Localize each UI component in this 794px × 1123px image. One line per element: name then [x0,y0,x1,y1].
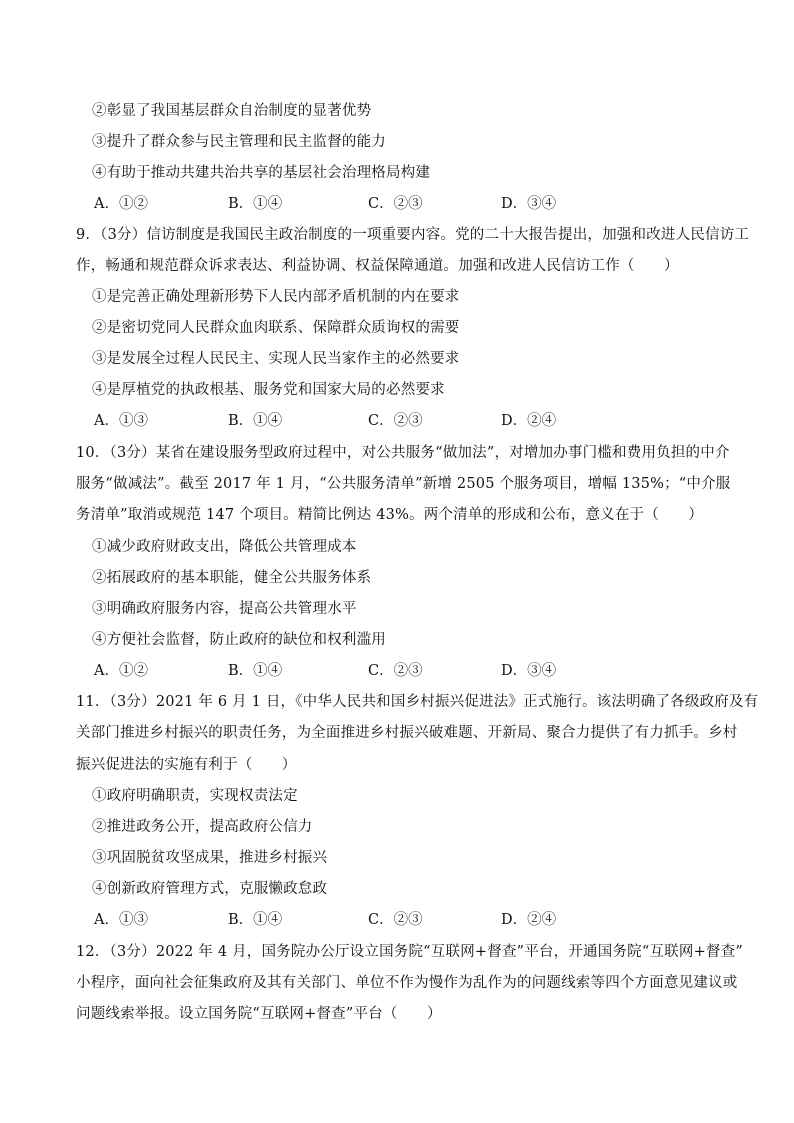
question-10-statement-2: ②拓展政府的基本职能，健全公共服务体系 [92,570,372,586]
question-9-statement-4: ④是厚植党的执政根基、服务党和国家大局的必然要求 [92,382,445,398]
question-10-choice-b: B．①④ [228,663,283,679]
question-11-stem-line-3: 振兴促进法的实施有利于（ ） [76,757,297,773]
question-10-choice-a: A．①② [94,663,148,679]
question-11-choice-c: C．②③ [368,912,423,928]
question-9-statement-2: ②是密切党同人民群众血肉联系、保障群众质询权的需要 [92,320,460,336]
question-9-choice-c: C．②③ [368,413,423,429]
question-9-stem-line-2: 作，畅通和规范群众诉求表达、利益协调、权益保障通道。加强和改进人民信访工作（ ） [76,258,679,274]
choice-d: D．③④ [501,196,557,212]
option-statement-4: ④有助于推动共建共治共享的基层社会治理格局构建 [92,165,431,181]
question-9-choice-d: D．②④ [501,413,557,429]
question-10-stem-line-2: 服务“做减法”。截至 2017 年 1 月，“公共服务清单”新增 2505 个服务项目，增幅 135%；“中介服 [76,476,731,492]
question-12-stem-line-1: 12．（3分）2022 年 4 月，国务院办公厅设立国务院“互联网+督查”平台，开通国务院“互联网+督查” [76,944,743,960]
option-statement-3: ③提升了群众参与民主管理和民主监督的能力 [92,134,386,150]
question-10-choice-d: D．③④ [501,663,557,679]
question-10-choice-c: C．②③ [368,663,423,679]
question-10-statement-4: ④方便社会监督，防止政府的缺位和权利滥用 [92,632,386,648]
question-11-stem-line-2: 关部门推进乡村振兴的职责任务，为全面推进乡村振兴破难题、开新局、聚合力提供了有力抓手。乡村 [76,725,738,741]
option-statement-2: ②彰显了我国基层群众自治制度的显著优势 [92,103,372,119]
question-9-statement-1: ①是完善正确处理新形势下人民内部矛盾机制的内在要求 [92,289,460,305]
question-12-stem-line-3: 问题线索举报。设立国务院“互联网+督查”平台（ ） [76,1006,442,1022]
question-9-choice-a: A．①③ [94,413,148,429]
question-9-choice-b: B．①④ [228,413,283,429]
question-9-statement-3: ③是发展全过程人民民主、实现人民当家作主的必然要求 [92,351,460,367]
question-11-choice-a: A．①③ [94,912,148,928]
question-11-choice-b: B．①④ [228,912,283,928]
question-10-statement-3: ③明确政府服务内容，提高公共管理水平 [92,601,357,617]
question-11-statement-2: ②推进政务公开，提高政府公信力 [92,819,313,835]
choice-c: C．②③ [368,196,423,212]
choice-a: A．①② [94,196,148,212]
question-10-statement-1: ①减少政府财政支出，降低公共管理成本 [92,539,357,555]
question-11-statement-4: ④创新政府管理方式，克服懒政怠政 [92,881,328,897]
question-11-choice-d: D．②④ [501,912,557,928]
question-11-stem-line-1: 11．（3分）2021 年 6 月 1 日，《中华人民共和国乡村振兴促进法》正式施行。该法明确了各级政府及有 [76,694,759,710]
question-12-stem-line-2: 小程序，面向社会征集政府及其有关部门、单位不作为慢作为乱作为的问题线索等四个方面意见建议或 [76,975,738,991]
question-10-stem-line-3: 务清单”取消或规范 147 个项目。精简比例达 43%。两个清单的形成和公布，意义在于（ ） [76,507,704,523]
question-11-statement-1: ①政府明确职责，实现权责法定 [92,788,298,804]
question-9-stem-line-1: 9．（3分）信访制度是我国民主政治制度的一项重要内容。党的二十大报告提出，加强和改进人民信访工 [76,227,750,243]
question-10-stem-line-1: 10．（3分）某省在建设服务型政府过程中，对公共服务“做加法”，对增加办事门槛和费用负担的中介 [76,445,730,461]
choice-b: B．①④ [228,196,283,212]
question-11-statement-3: ③巩固脱贫攻坚成果，推进乡村振兴 [92,850,328,866]
